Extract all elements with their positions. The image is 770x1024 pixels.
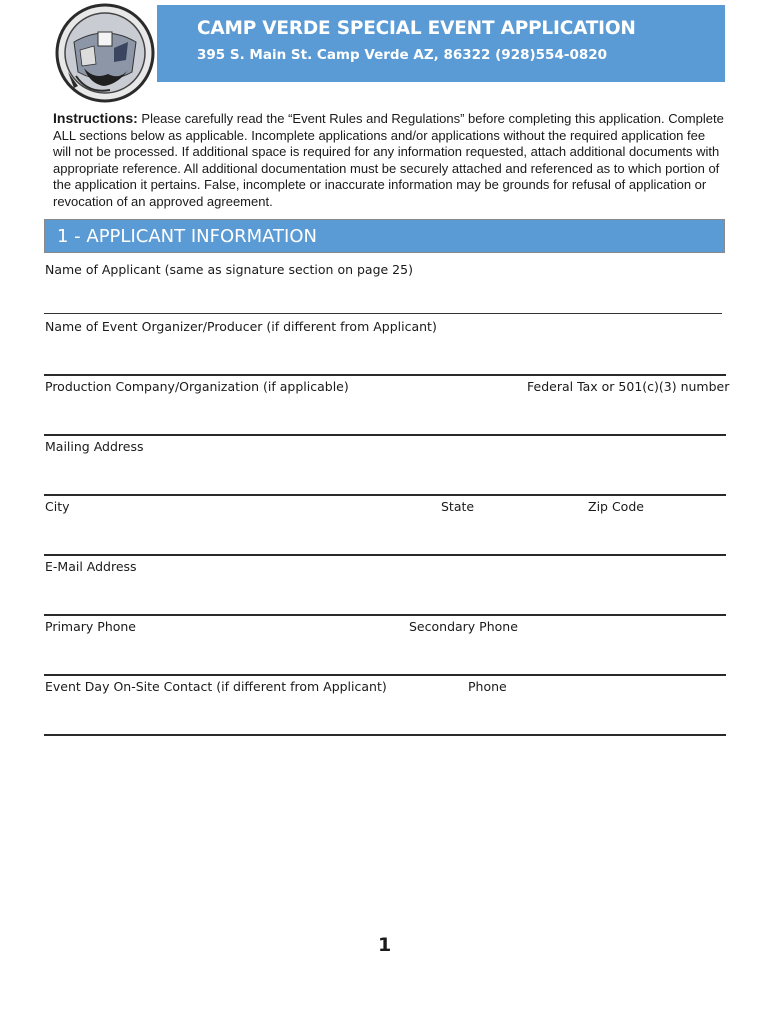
organizer-name-label: Name of Event Organizer/Producer (if different from Applicant) — [45, 319, 437, 334]
secondary-phone-label: Secondary Phone — [409, 619, 518, 634]
instructions-label: Instructions: — [53, 110, 138, 126]
page-title: CAMP VERDE SPECIAL EVENT APPLICATION — [197, 18, 636, 39]
applicant-name-field[interactable] — [44, 313, 722, 314]
page-number: 1 — [378, 934, 392, 956]
organizer-name-field[interactable] — [44, 374, 726, 376]
email-field[interactable] — [44, 614, 726, 616]
mailing-address-label: Mailing Address — [45, 439, 144, 454]
onsite-contact-field[interactable] — [44, 734, 726, 736]
instructions-text: Please carefully read the “Event Rules and Regulations” before completing this application. Complete ALL sections below as applicable. Incomplete applications and/or applications without the required application fee will not be processed. If additional space is required for any information requested, attach additional documents with appropriate reference. All additional documentation must be securely attached and referenced as to which portion of the application it pertains. False, incomplete or inaccurate information may be grounds for refusal of application or revocation of an approved agreement. — [53, 111, 724, 209]
applicant-name-label: Name of Applicant (same as signature section on page 25) — [45, 262, 413, 277]
town-seal-logo — [54, 2, 156, 104]
address-line: 395 S. Main St. Camp Verde AZ, 86322 (928)554-0820 — [197, 47, 608, 63]
email-label: E-Mail Address — [45, 559, 137, 574]
section-header-applicant-information: 1 - APPLICANT INFORMATION — [44, 219, 725, 253]
city-label: City — [45, 499, 70, 514]
zip-code-label: Zip Code — [588, 499, 644, 514]
production-company-label: Production Company/Organization (if applicable) — [45, 379, 349, 394]
city-state-zip-field[interactable] — [44, 554, 726, 556]
header-banner — [157, 5, 725, 82]
onsite-contact-label: Event Day On-Site Contact (if different from Applicant) — [45, 679, 387, 694]
production-company-field[interactable] — [44, 434, 726, 436]
mailing-address-field[interactable] — [44, 494, 726, 496]
onsite-phone-label: Phone — [468, 679, 507, 694]
instructions-paragraph — [53, 110, 725, 211]
federal-tax-label: Federal Tax or 501(c)(3) number — [527, 379, 730, 394]
primary-phone-label: Primary Phone — [45, 619, 136, 634]
phone-field[interactable] — [44, 674, 726, 676]
state-label: State — [441, 499, 475, 514]
